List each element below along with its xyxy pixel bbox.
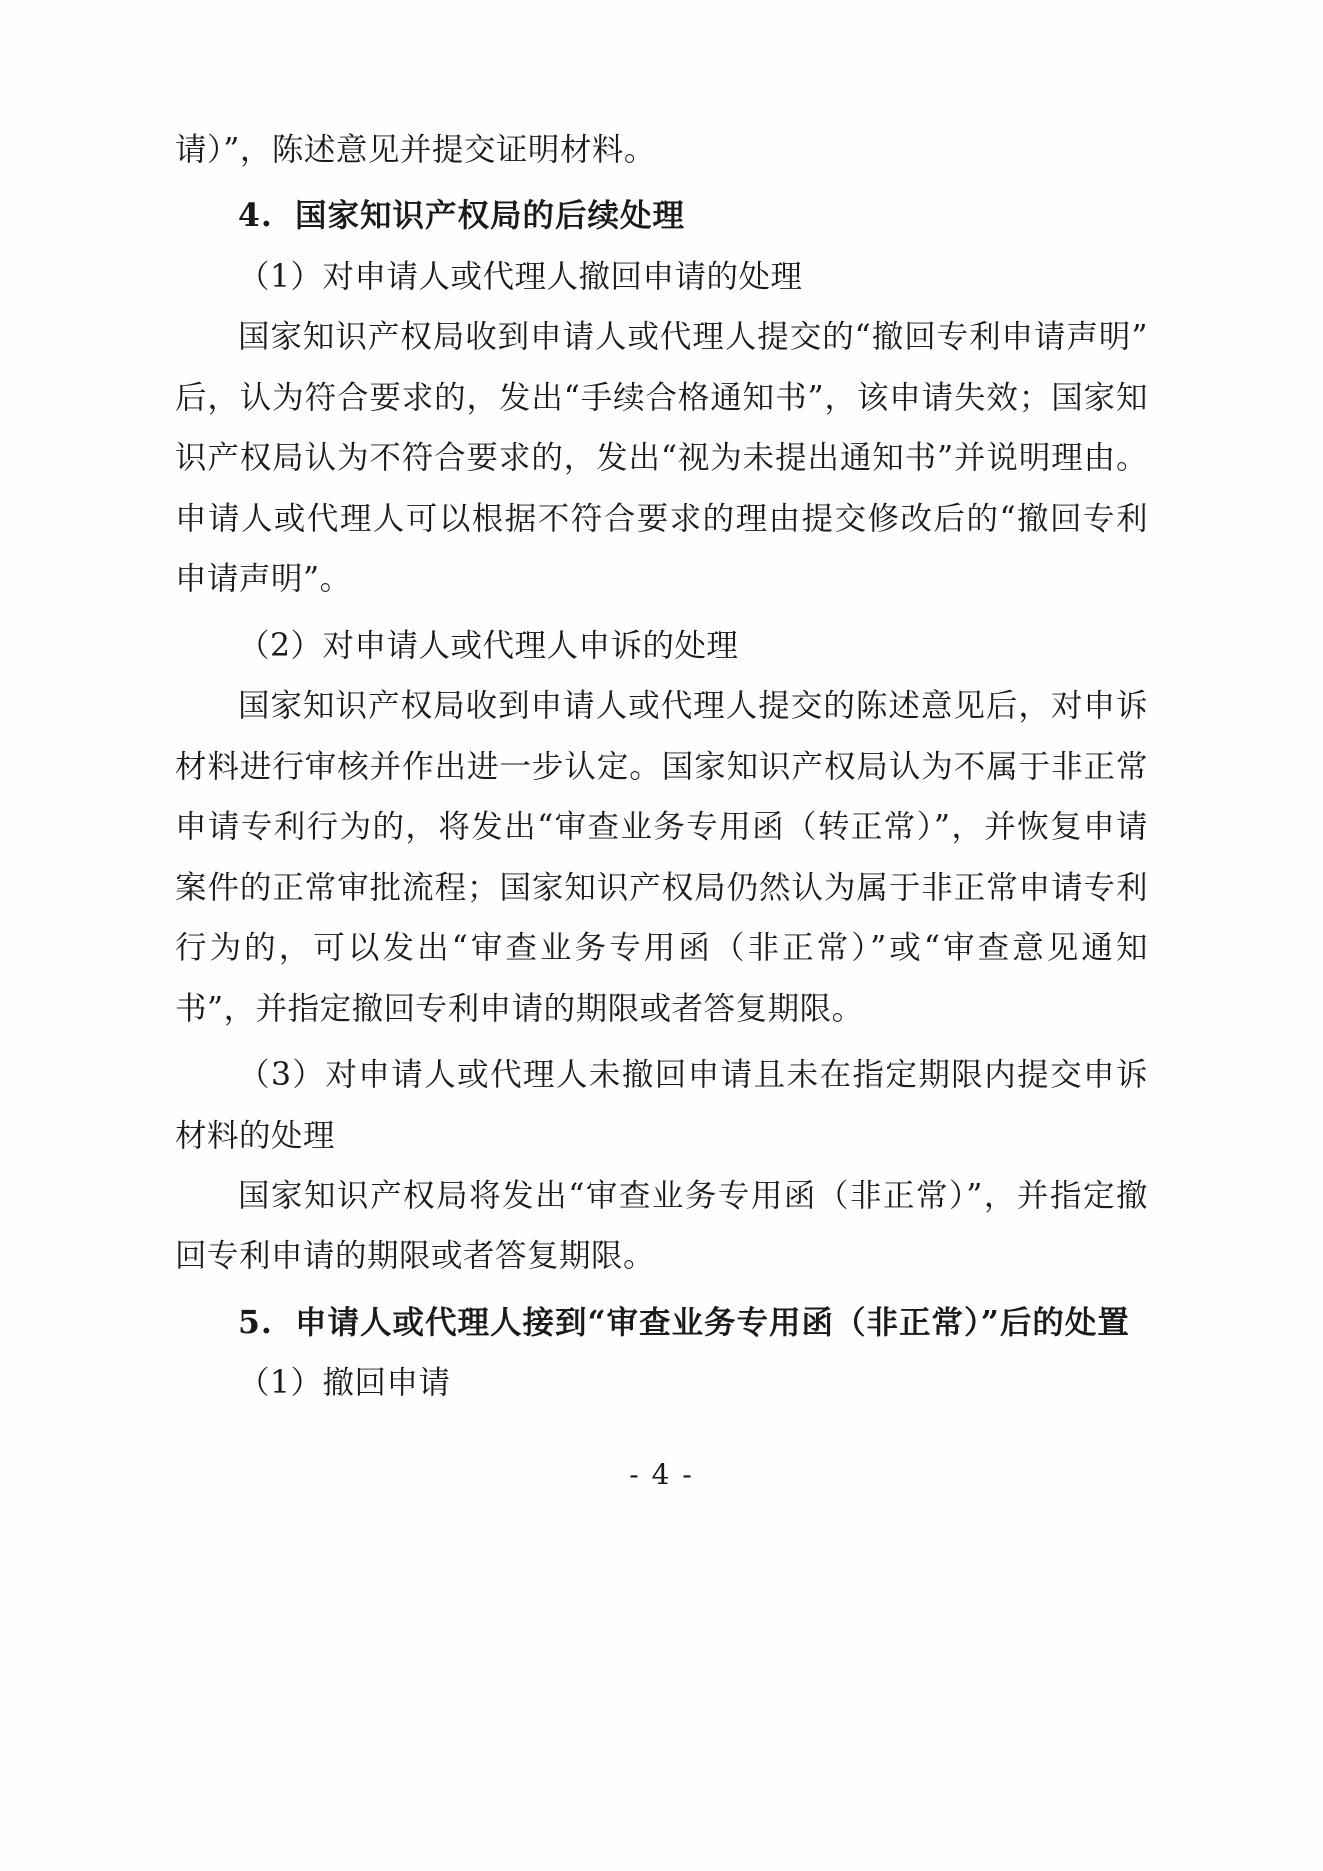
paragraph-4-3-body: 国家知识产权局将发出“审查业务专用函（非正常）”，并指定撤回专利申请的期限或者答复期限。 [175, 1177, 1148, 1275]
paragraph-4-1-body: 国家知识产权局收到申请人或代理人提交的“撤回专利申请声明”后，认为符合要求的，发出“手续合格通知书”，该申请失效；国家知识产权局认为不符合要求的，发出“视为未提出通知书”并说明理由。申请人或代理人可以根据不符合要求的理由提交修改后的“撤回专利申请声明”。 [175, 319, 1148, 598]
subsection-heading-5-1: （1）撤回申请 [238, 1365, 451, 1402]
section-heading-5 [175, 1293, 1148, 1353]
subsection-heading-4-3: （3）对申请人或代理人未撤回申请且未在指定期限内提交申诉材料的处理 [175, 1057, 1148, 1154]
paragraph-4-2-body: 国家知识产权局收到申请人或代理人提交的陈述意见后，对申诉材料进行审核并作出进一步认定。国家知识产权局认为不属于非正常申请专利行为的，将发出“审查业务专用函（转正常）”，并恢复申请案件的正常审批流程；国家知识产权局仍然认为属于非正常申请专利行为的，可以发出“审查业务专用函（非正常）”或“审查意见通知书”，并指定撤回专利申请的期限或者答复期限。 [175, 688, 1148, 1027]
document-body [175, 120, 1148, 1414]
page-number: - 4 - [629, 1458, 694, 1491]
section-heading-4 [175, 186, 1148, 246]
section-heading-text: 国家知识产权局的后续处理 [294, 197, 685, 235]
subsection-heading-4-1: （1）对申请人或代理人撤回申请的处理 [238, 258, 803, 295]
subsection-heading-4-2: （2）对申请人或代理人申诉的处理 [238, 627, 739, 664]
paragraph-continuation: 请）”，陈述意见并提交证明材料。 [175, 132, 656, 168]
section-heading-text: 申请人或代理人接到“审查业务专用函（非正常）”后的处置 [294, 1303, 1130, 1341]
section-number: 4. [238, 197, 273, 235]
section-number: 5. [238, 1303, 273, 1341]
